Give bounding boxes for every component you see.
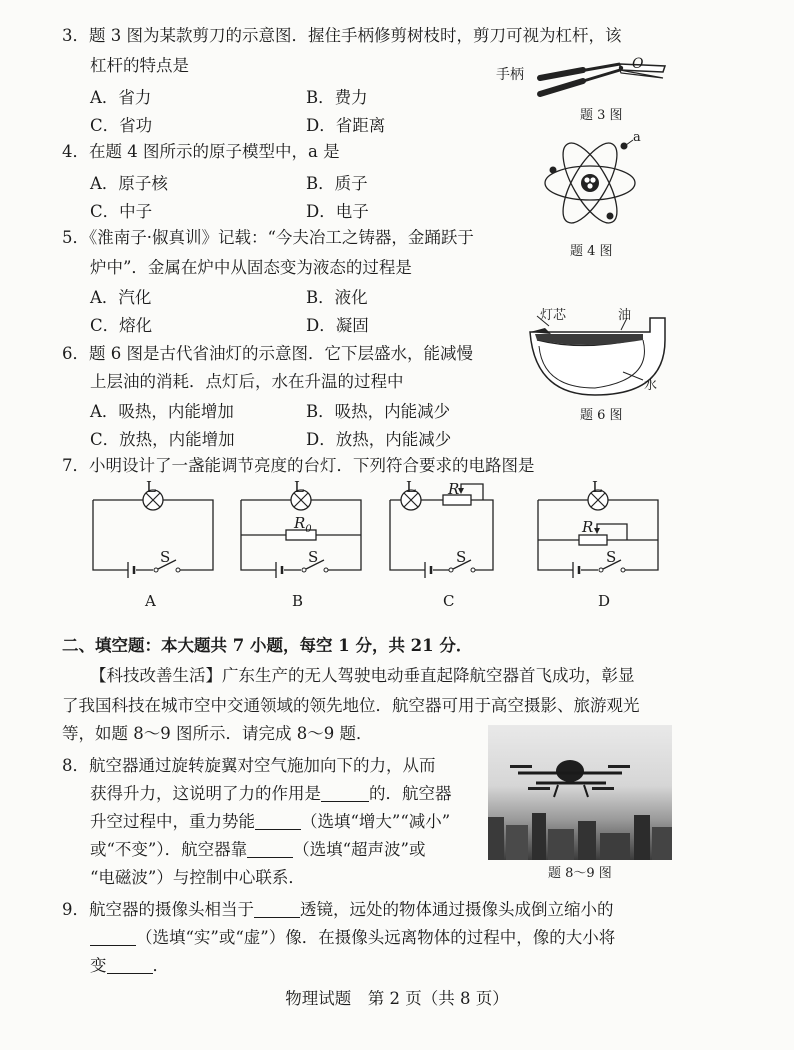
q6-option-c: C．放热，内能增加 <box>90 430 235 449</box>
r0-subscript: 0 <box>305 524 312 535</box>
fig3-caption: 题 3 图 <box>580 108 623 123</box>
q9-line3-text-b: ． <box>152 956 169 975</box>
circuit-b-switch-label: S <box>308 548 319 566</box>
circuit-a-switch-label: S <box>160 548 171 566</box>
q9-line1-text-b: 透镜，远处的物体通过摄像头成倒立缩小的 <box>300 900 614 919</box>
q8-line2-text-a: 获得升力，这说明了力的作用是 <box>90 784 321 803</box>
q5-option-a: A．汽化 <box>90 288 152 307</box>
circuit-b-lamp-label: L <box>294 478 304 496</box>
circuit-b-label: B <box>292 592 304 610</box>
atom-label-a: a <box>633 130 641 145</box>
circuit-c-lamp-label: L <box>406 478 416 496</box>
q8-line4-text-b: （选填“超声波”或 <box>293 840 426 859</box>
lamp-wick-label: 灯芯 <box>540 308 567 323</box>
section2-title: 二、填空题：本大题共 7 小题，每空 1 分，共 21 分． <box>62 636 473 655</box>
q8-blank-2[interactable] <box>255 811 301 830</box>
q9-line3 <box>90 952 169 976</box>
atom-model-figure <box>540 128 640 238</box>
circuit-a-label: A <box>145 592 156 610</box>
q3-stem-line2: 杠杆的特点是 <box>90 56 189 75</box>
q9-blank-1[interactable] <box>254 899 300 918</box>
q5-stem-line1: 5．《淮南子·俶真训》记载：“今夫冶工之铸器，金踊跃于 <box>62 228 474 247</box>
q9-line1-text-a: 9．航空器的摄像头相当于 <box>62 900 254 919</box>
q8-line3-text-a: 升空过程中，重力势能 <box>90 812 255 831</box>
q8-line4 <box>90 836 426 860</box>
q5-option-c: C．熔化 <box>90 316 153 335</box>
q4-option-c: C．中子 <box>90 202 153 221</box>
fig6-caption: 题 6 图 <box>580 408 623 423</box>
circuit-d-r-label: R <box>582 518 594 536</box>
q9-blank-2[interactable] <box>90 927 136 946</box>
q4-option-d: D．电子 <box>306 202 369 221</box>
q5-option-b: B．液化 <box>306 288 368 307</box>
q5-option-d: D．凝固 <box>306 316 369 335</box>
q8-line2-text-b: 的．航空器 <box>369 784 452 803</box>
q9-line1 <box>62 896 614 920</box>
q8-line2 <box>90 780 452 804</box>
section2-intro-line2: 了我国科技在城市空中交通领域的领先地位．航空器可用于高空摄影、旅游观光 <box>62 696 640 715</box>
q4-stem: 4．在题 4 图所示的原子模型中，a 是 <box>62 142 340 161</box>
circuit-c-switch-label: S <box>456 548 467 566</box>
r0-letter: R <box>294 514 306 532</box>
q8-line1: 8．航空器通过旋转旋翼对空气施加向下的力，从而 <box>62 756 436 775</box>
circuit-a-lamp-label: L <box>146 478 156 496</box>
q9-line3-text-a: 变 <box>90 956 107 975</box>
q6-stem-line1: 6．题 6 图是古代省油灯的示意图．它下层盛水，能减慢 <box>62 344 473 363</box>
page-footer: 物理试题 第 2 页（共 8 页） <box>285 989 509 1008</box>
circuit-d-lamp-label: L <box>592 478 602 496</box>
q8-line3-text-b: （选填“增大”“减小” <box>301 812 451 831</box>
lamp-water-label: 水 <box>644 378 658 393</box>
circuit-d-switch-label: S <box>606 548 617 566</box>
lamp-oil-label: 油 <box>618 308 632 323</box>
q4-option-a: A．原子核 <box>90 174 168 193</box>
q3-stem-line1: 3．题 3 图为某款剪刀的示意图．握住手柄修剪树枝时，剪刀可视为杠杆，该 <box>62 26 622 45</box>
fig4-caption: 题 4 图 <box>570 244 613 259</box>
q8-blank-3[interactable] <box>247 839 293 858</box>
q8-line4-text-a: 或“不变”）．航空器靠 <box>90 840 248 859</box>
q3-option-c: C．省功 <box>90 116 153 135</box>
scissors-pivot-label: O <box>632 56 644 72</box>
q6-option-b: B．吸热，内能减少 <box>306 402 451 421</box>
q5-stem-line2: 炉中”．金属在炉中从固态变为液态的过程是 <box>90 258 412 277</box>
section2-intro-line3: 等，如题 8～9 图所示．请完成 8～9 题． <box>62 724 373 743</box>
q6-stem-line2: 上层油的消耗．点灯后，水在升温的过程中 <box>90 372 404 391</box>
circuit-c-r-label: R <box>448 480 460 498</box>
q8-line5: “电磁波”）与控制中心联系． <box>90 868 305 887</box>
q3-option-a: A．省力 <box>90 88 152 107</box>
q3-option-b: B．费力 <box>306 88 368 107</box>
circuit-d-label: D <box>598 592 611 610</box>
q3-option-d: D．省距离 <box>306 116 386 135</box>
q6-option-a: A．吸热，内能增加 <box>90 402 234 421</box>
section2-intro-line1: 【科技改善生活】广东生产的无人驾驶电动垂直起降航空器首飞成功，彰显 <box>90 666 635 685</box>
q6-option-d: D．放热，内能减少 <box>306 430 452 449</box>
q4-option-b: B．质子 <box>306 174 368 193</box>
aircraft-photo <box>488 725 672 860</box>
q9-line2-text-b: （选填“实”或“虚”）像．在摄像头远离物体的过程中，像的大小将 <box>136 928 616 947</box>
q9-blank-3[interactable] <box>107 955 153 974</box>
q7-stem: 7．小明设计了一盏能调节亮度的台灯．下列符合要求的电路图是 <box>62 456 535 475</box>
q8-blank-1[interactable] <box>321 783 369 802</box>
scissors-handle-label: 手柄 <box>496 67 524 83</box>
circuit-b-r0-label <box>294 514 312 535</box>
q8-line3 <box>90 808 450 832</box>
q9-line2 <box>90 924 615 948</box>
aircraft-photo-drawing <box>488 725 672 860</box>
fig8-9-caption: 题 8～9 图 <box>548 866 612 881</box>
circuit-c-label: C <box>443 592 455 610</box>
